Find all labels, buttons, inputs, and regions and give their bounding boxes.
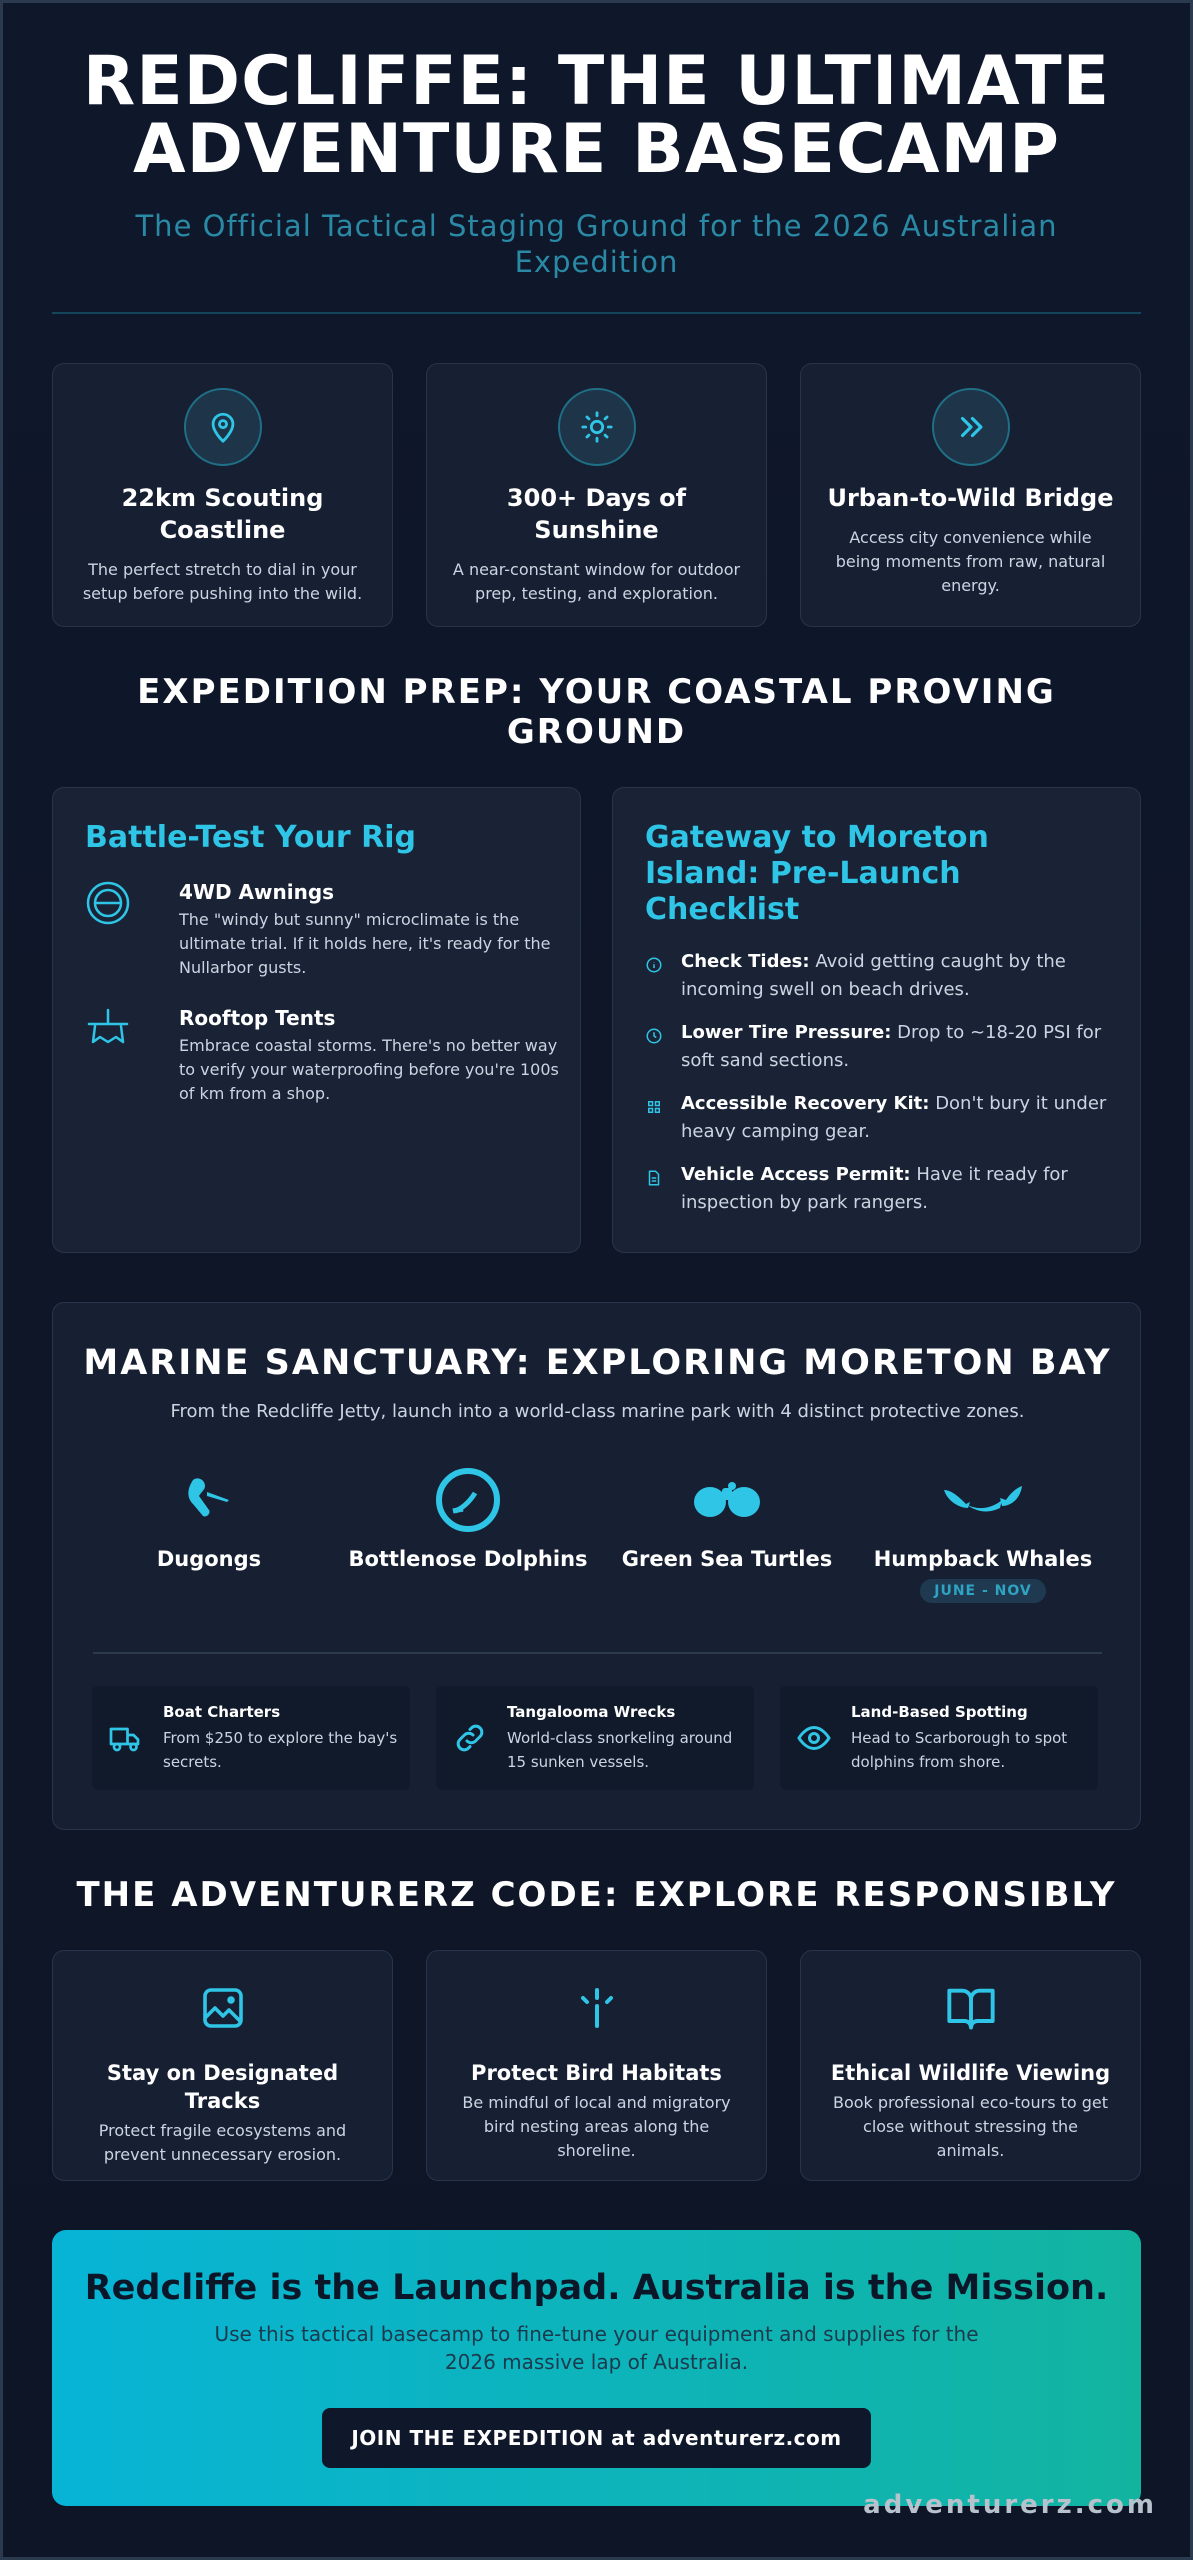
season-badge: JUNE - NOV bbox=[920, 1579, 1046, 1603]
marine-subtitle: From the Redcliffe Jetty, launch into a world-class marine park with 4 distinct protective zones. bbox=[170, 1401, 1025, 1422]
option-boat-charters bbox=[92, 1686, 410, 1790]
animal-name: Green Sea Turtles bbox=[621, 1547, 833, 1571]
cta-title: Redcliffe is the Launchpad. Australia is the Mission. bbox=[84, 2268, 1109, 2308]
checklist-card-title: Gateway to Moreton Island: Pre-Launch Checklist bbox=[645, 820, 989, 927]
checklist-card bbox=[612, 787, 1141, 1253]
code-title: Protect Bird Habitats bbox=[471, 2061, 722, 2085]
code-card-wildlife bbox=[800, 1950, 1141, 2181]
feature-card-urban bbox=[800, 363, 1141, 627]
rig-card-title: Battle-Test Your Rig bbox=[85, 820, 416, 855]
rig-item-title: 4WD Awnings bbox=[179, 880, 335, 904]
feature-desc: Access city convenience while being moments from raw, natural energy. bbox=[835, 528, 1106, 595]
truck-icon bbox=[108, 1720, 144, 1756]
map-pin-icon bbox=[184, 388, 262, 466]
animal-dolphins bbox=[343, 1465, 593, 1571]
page-subtitle: The Official Tactical Staging Ground for the 2026 Australian Expedition bbox=[135, 209, 1058, 279]
feature-title: 300+ Days of Sunshine bbox=[506, 484, 687, 544]
code-card-birds bbox=[426, 1950, 767, 2181]
feature-desc: The perfect stretch to dial in your setup before pushing into the wild. bbox=[82, 560, 363, 603]
code-desc: Book professional eco-tours to get close without stressing the animals. bbox=[832, 2093, 1109, 2160]
checklist-text: Vehicle Access Permit: Have it ready for inspection by park rangers. bbox=[681, 1164, 1068, 1213]
code-card-tracks bbox=[52, 1950, 393, 2181]
dolphin-icon bbox=[343, 1465, 593, 1535]
animal-turtles bbox=[602, 1465, 852, 1571]
rig-card bbox=[52, 787, 581, 1253]
option-land-spotting bbox=[780, 1686, 1098, 1790]
animal-name: Dugongs bbox=[156, 1547, 262, 1571]
whale-icon bbox=[858, 1465, 1108, 1535]
section-title-marine: MARINE SANCTUARY: EXPLORING MORETON BAY bbox=[83, 1343, 1112, 1383]
code-title: Ethical Wildlife Viewing bbox=[830, 2061, 1111, 2085]
sparkle-icon bbox=[427, 1981, 766, 2035]
animal-dugongs bbox=[84, 1465, 334, 1571]
feature-card-coastline bbox=[52, 363, 393, 627]
cta-banner bbox=[52, 2230, 1141, 2506]
section-title-prep: EXPEDITION PREP: YOUR COASTAL PROVING GROUND bbox=[137, 672, 1056, 752]
sun-icon bbox=[558, 388, 636, 466]
code-desc: Protect fragile ecosystems and prevent unnecessary erosion. bbox=[98, 2121, 347, 2164]
option-title: Tangalooma Wrecks bbox=[507, 1703, 676, 1721]
checklist-text: Lower Tire Pressure: Drop to ~18-20 PSI for soft sand sections. bbox=[681, 1022, 1102, 1071]
page-title: REDCLIFFE: THE ULTIMATE ADVENTURE BASECAMP bbox=[82, 42, 1111, 189]
watermark: adventurerz.com bbox=[863, 2490, 1157, 2520]
grid-icon bbox=[645, 1098, 663, 1116]
feature-desc: A near-constant window for outdoor prep, testing, and exploration. bbox=[452, 560, 741, 603]
option-title: Boat Charters bbox=[163, 1703, 281, 1721]
cta-desc: Use this tactical basecamp to fine-tune your equipment and supplies for the 2026 massive lap of Australia. bbox=[214, 2322, 979, 2374]
awning-icon bbox=[85, 880, 131, 926]
rig-item-desc: Embrace coastal storms. There's no better way to verify your waterproofing before you're 100s of km from a shop. bbox=[179, 1036, 559, 1103]
eye-icon bbox=[796, 1720, 832, 1756]
animal-name: Humpback Whales bbox=[873, 1547, 1093, 1571]
marine-divider bbox=[93, 1652, 1102, 1654]
checklist-text: Accessible Recovery Kit: Don't bury it under heavy camping gear. bbox=[681, 1093, 1107, 1142]
animal-name: Bottlenose Dolphins bbox=[348, 1547, 588, 1571]
rig-item-title: Rooftop Tents bbox=[179, 1006, 336, 1030]
image-icon bbox=[53, 1981, 392, 2035]
option-tangalooma-wrecks bbox=[436, 1686, 754, 1790]
code-desc: Be mindful of local and migratory bird nesting areas along the shoreline. bbox=[462, 2093, 731, 2160]
dugong-icon bbox=[84, 1465, 334, 1535]
rig-item-desc: The "windy but sunny" microclimate is the ultimate trial. If it holds here, it's ready for the Nullarbor gusts. bbox=[179, 910, 551, 977]
option-desc: Head to Scarborough to spot dolphins from shore. bbox=[851, 1729, 1068, 1771]
feature-title: Urban-to-Wild Bridge bbox=[827, 484, 1114, 512]
turtle-icon bbox=[602, 1465, 852, 1535]
document-icon bbox=[645, 1169, 663, 1187]
book-icon bbox=[801, 1981, 1140, 2035]
header-divider bbox=[52, 312, 1141, 314]
code-title: Stay on Designated Tracks bbox=[106, 2061, 339, 2113]
option-desc: From $250 to explore the bay's secrets. bbox=[163, 1729, 398, 1771]
chevrons-right-icon bbox=[932, 388, 1010, 466]
join-expedition-button[interactable]: JOIN THE EXPEDITION at adventurerz.com bbox=[322, 2408, 871, 2468]
tent-icon bbox=[85, 1006, 131, 1052]
checklist-text: Check Tides: Avoid getting caught by the incoming swell on beach drives. bbox=[681, 951, 1066, 1000]
feature-title: 22km Scouting Coastline bbox=[121, 484, 324, 544]
feature-card-sunshine bbox=[426, 363, 767, 627]
link-icon bbox=[452, 1720, 488, 1756]
section-title-code: THE ADVENTURERZ CODE: EXPLORE RESPONSIBLY bbox=[76, 1875, 1117, 1915]
option-title: Land-Based Spotting bbox=[851, 1703, 1028, 1721]
option-desc: World-class snorkeling around 15 sunken vessels. bbox=[507, 1729, 733, 1771]
animal-whales bbox=[858, 1465, 1108, 1603]
clock-icon bbox=[645, 1027, 663, 1045]
info-icon bbox=[645, 956, 663, 974]
